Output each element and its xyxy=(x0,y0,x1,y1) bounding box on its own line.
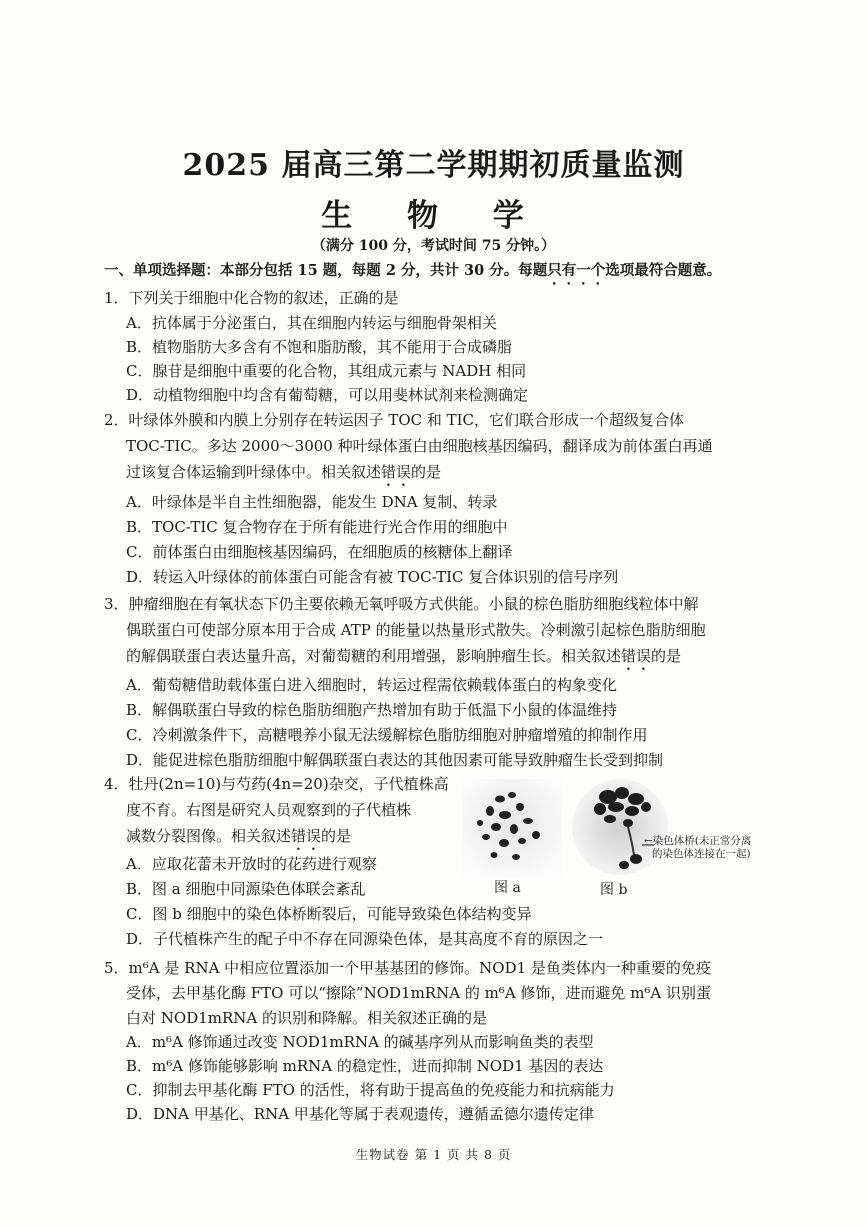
question-4-stem-line-1: 4．牡丹(2n=10)与芍药(4n=20)杂交，子代植株高 xyxy=(104,775,449,793)
section-suffix: 选项最符合题意。 xyxy=(605,262,722,279)
question-2-option-b: B．TOC-TIC 复合物存在于所有能进行光合作用的细胞中 xyxy=(126,518,508,536)
exam-title: 2025 届高三第二学期期初质量监测 xyxy=(182,148,685,183)
question-2-option-a: A．叶绿体是半自主性细胞器，能发生 DNA 复制、转录 xyxy=(126,493,498,511)
section-heading xyxy=(104,259,844,288)
page-footer: 生物试卷 第 1 页 共 8 页 xyxy=(355,1147,512,1162)
question-5-option-b: B．m⁶A 修饰能够影响 mRNA 的稳定性，进而抑制 NOD1 基因的表达 xyxy=(126,1057,604,1075)
question-3-stem-line-2: 偶联蛋白可使部分原本用于合成 ATP 的能量以热量形式散失。冷刺激引起棕色脂肪细胞 xyxy=(126,621,706,639)
question-4-stem-line-2: 度不育。右图是研究人员观察到的子代植株 xyxy=(126,801,412,819)
question-1-option-d: D．动植物细胞中均含有葡萄糖，可以用斐林试剂来检测确定 xyxy=(126,386,529,404)
figure-a-label: 图 a xyxy=(494,880,521,896)
question-5-option-c: C．抑制去甲基化酶 FTO 的活性，将有助于提高鱼的免疫能力和抗病能力 xyxy=(126,1081,615,1099)
subject-title: 生 物 学 xyxy=(321,198,546,234)
question-5-stem-line-1: 5．m⁶A 是 RNA 中相应位置添加一个甲基基团的修饰。NOD1 是鱼类体内一种重要的免疫 xyxy=(104,959,711,977)
figure-annotation-line-2: 的染色体连接在一起) xyxy=(652,848,751,860)
question-2-option-d: D．转运入叶绿体的前体蛋白可能含有被 TOC-TIC 复合体识别的信号序列 xyxy=(126,568,619,586)
question-3-emphasis: 错误 xyxy=(621,647,652,665)
section-emphasis: 只有一个 xyxy=(547,262,606,279)
question-4-option-c: C．图 b 细胞中的染色体桥断裂后，可能导致染色体结构变异 xyxy=(126,905,532,923)
question-2-option-c: C．前体蛋白由细胞核基因编码，在细胞质的核糖体上翻译 xyxy=(126,543,513,561)
figure-annotation-line-1: ←染色体桥(未正常分离 xyxy=(644,835,752,847)
question-4-stem-line-3: 减数分裂图像。相关叙述错误的是 xyxy=(126,827,352,845)
question-4-figure xyxy=(460,777,760,899)
question-1-stem: 1．下列关于细胞中化合物的叙述，正确的是 xyxy=(104,289,399,307)
question-4-option-a: A．应取花蕾未开放时的花药进行观察 xyxy=(126,855,377,873)
question-1-option-a: A．抗体属于分泌蛋白，其在细胞内转运与细胞骨架相关 xyxy=(126,314,497,332)
question-1-option-c: C．腺苷是细胞中重要的化合物，其组成元素与 NADH 相同 xyxy=(126,362,527,380)
question-5-option-a: A．m⁶A 修饰通过改变 NOD1mRNA 的碱基序列从而影响鱼类的表型 xyxy=(126,1033,594,1051)
question-2-stem-line-1: 2．叶绿体外膜和内膜上分别存在转运因子 TOC 和 TIC，它们联合形成一个超级复合体 xyxy=(104,411,685,429)
question-4-option-d: D．子代植株产生的配子中不存在同源染色体，是其高度不育的原因之一 xyxy=(126,930,604,948)
question-3-stem-line-1: 3．肿瘤细胞在有氧状态下仍主要依赖无氧呼吸方式供能。小鼠的棕色脂肪细胞线粒体中解 xyxy=(104,595,699,613)
question-3-option-d: D．能促进棕色脂肪细胞中解偶联蛋白表达的其他因素可能导致肿瘤生长受到抑制 xyxy=(126,751,664,769)
question-4-emphasis: 错误 xyxy=(291,827,322,845)
question-3-option-a: A．葡萄糖借助载体蛋白进入细胞时，转运过程需依赖载体蛋白的构象变化 xyxy=(126,676,617,694)
question-5-stem-line-2: 受体，去甲基化酶 FTO 可以“擦除”NOD1mRNA 的 m⁶A 修饰，进而避免 m⁶A 识别蛋 xyxy=(126,984,712,1002)
question-2-stem-line-3: 过该复合体运输到叶绿体中。相关叙述错误的是 xyxy=(126,463,442,481)
section-prefix: 一、单项选择题：本部分包括 15 题，每题 2 分，共计 30 分。每题 xyxy=(104,262,548,279)
question-5-stem-line-3: 白对 NOD1mRNA 的识别和降解。相关叙述正确的是 xyxy=(126,1009,488,1027)
question-3-option-c: C．冷刺激条件下，高糖喂养小鼠无法缓解棕色脂肪细胞对肿瘤增殖的抑制作用 xyxy=(126,726,648,744)
question-2-emphasis: 错误 xyxy=(381,463,412,481)
question-3-stem-line-3: 的解偶联蛋白表达量升高，对葡萄糖的利用增强，影响肿瘤生长。相关叙述错误的是 xyxy=(126,647,682,665)
question-2-stem-line-2: TOC-TIC。多达 2000～3000 种叶绿体蛋白由细胞核基因编码，翻译成为前体蛋白再通 xyxy=(126,437,713,455)
question-5-option-d: D．DNA 甲基化、RNA 甲基化等属于表观遗传，遵循孟德尔遗传定律 xyxy=(126,1105,594,1123)
question-3-option-b: B．解偶联蛋白导致的棕色脂肪细胞产热增加有助于低温下小鼠的体温维持 xyxy=(126,701,618,719)
question-1-option-b: B．植物脂肪大多含有不饱和脂肪酸，其不能用于合成磷脂 xyxy=(126,338,513,356)
question-4-option-b: B．图 a 细胞中同源染色体联会紊乱 xyxy=(126,880,366,898)
figure-b-label: 图 b xyxy=(600,882,628,898)
exam-note: （满分 100 分，考试时间 75 分钟。） xyxy=(311,238,556,254)
